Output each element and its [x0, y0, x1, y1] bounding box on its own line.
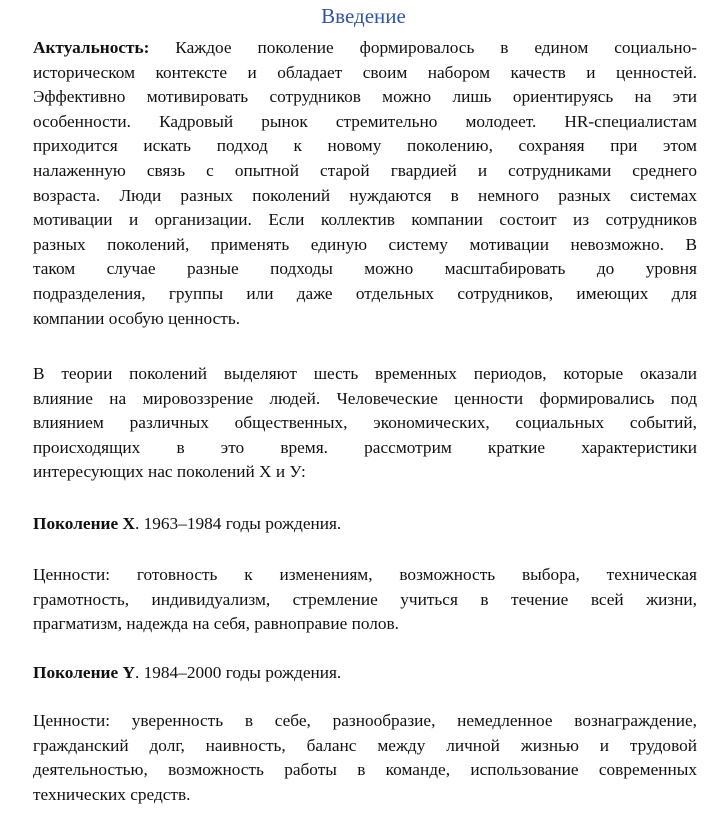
- line-text: . 1984–2000 годы рождения.: [134, 663, 342, 682]
- paragraph-gen-y-values: [33, 709, 697, 807]
- text-line: [33, 661, 697, 686]
- text-line: [33, 36, 697, 61]
- text-line: [33, 734, 697, 759]
- line-text: деятельностью, возможность работы в команде, использование современных: [33, 760, 697, 780]
- text-line: [33, 85, 697, 110]
- paragraph-gen-y-heading: [33, 661, 697, 686]
- line-text: В теории поколений выделяют шесть временных периодов, которые оказали: [33, 364, 697, 383]
- bold-label: Актуальность:: [33, 38, 150, 57]
- text-line: [33, 709, 697, 734]
- line-text: подразделения, группы или даже отдельных сотрудников, имеющих для: [33, 283, 697, 303]
- text-line: [33, 563, 697, 588]
- text-line: [33, 588, 697, 613]
- text-line: [33, 61, 697, 86]
- line-text: влияние на мировоззрение людей. Человеческие ценности формировались под: [33, 388, 697, 408]
- text-line: [33, 512, 697, 537]
- text-line: [33, 758, 697, 783]
- text-line: [33, 411, 697, 436]
- line-text: таком случае разные подходы можно масштабировать до уровня: [33, 259, 697, 279]
- line-text: прагматизм, надежда на себя, равноправие полов.: [33, 614, 399, 634]
- text-line: [33, 362, 697, 387]
- text-line: [33, 134, 697, 159]
- text-line: [33, 460, 697, 485]
- line-text: технических средств.: [33, 784, 191, 804]
- text-line: [33, 783, 697, 808]
- line-text: компании особую ценность.: [33, 308, 241, 328]
- text-line: [33, 387, 697, 412]
- paragraph-theory: [33, 362, 697, 485]
- line-text: грамотность, индивидуализм, стремление учиться в течение всей жизни,: [33, 589, 697, 609]
- line-text: историческом контексте и обладает своим набором качеств и ценностей.: [33, 62, 697, 82]
- line-text: налаженную связь с опытной старой гвардией и сотрудниками среднего: [33, 160, 697, 180]
- paragraph-relevance: [33, 36, 697, 331]
- text-line: [33, 184, 697, 209]
- line-text: Ценности: уверенность в себе, разнообразие, немедленное вознаграждение,: [33, 711, 697, 730]
- line-text: Каждое поколение формировалось в едином социально-: [149, 38, 697, 57]
- text-line: [33, 282, 697, 307]
- line-text: возраста. Люди разных поколений нуждаются в немного разных системах: [33, 185, 697, 205]
- line-text: . 1963–1984 годы рождения.: [134, 514, 342, 533]
- text-line: [33, 159, 697, 184]
- page-title: Введение: [321, 4, 406, 28]
- text-line: [33, 257, 697, 282]
- line-text: особенности. Кадровый рынок стремительно молодеет. HR-специалистам: [33, 111, 697, 131]
- line-text: Эффективно мотивировать сотрудников можно лишь ориентируясь на эти: [33, 87, 697, 107]
- line-text: влиянием различных общественных, экономических, социальных событий,: [33, 413, 697, 433]
- text-line: [33, 208, 697, 233]
- line-text: гражданский долг, наивность, баланс между личной жизнью и трудовой: [33, 735, 697, 755]
- bold-label: Поколение X: [33, 514, 135, 533]
- line-text: Ценности: готовность к изменениям, возможность выбора, техническая: [33, 565, 697, 584]
- bold-label: Поколение Y: [33, 663, 135, 682]
- text-line: [33, 612, 697, 637]
- line-text: разных поколений, применять единую систему мотивации невозможно. В: [33, 234, 697, 254]
- line-text: интересующих нас поколений X и У:: [33, 462, 306, 482]
- line-text: происходящих в это время. рассмотрим краткие характеристики: [33, 437, 697, 457]
- text-line: [33, 436, 697, 461]
- text-line: [33, 233, 697, 258]
- line-text: приходится искать подход к новому поколению, сохраняя при этом: [33, 136, 697, 156]
- text-line: [33, 110, 697, 135]
- line-text: мотивации и организации. Если коллектив компании состоит из сотрудников: [33, 210, 697, 230]
- paragraph-gen-x-values: [33, 563, 697, 637]
- paragraph-gen-x-heading: [33, 512, 697, 537]
- text-line: [33, 307, 697, 332]
